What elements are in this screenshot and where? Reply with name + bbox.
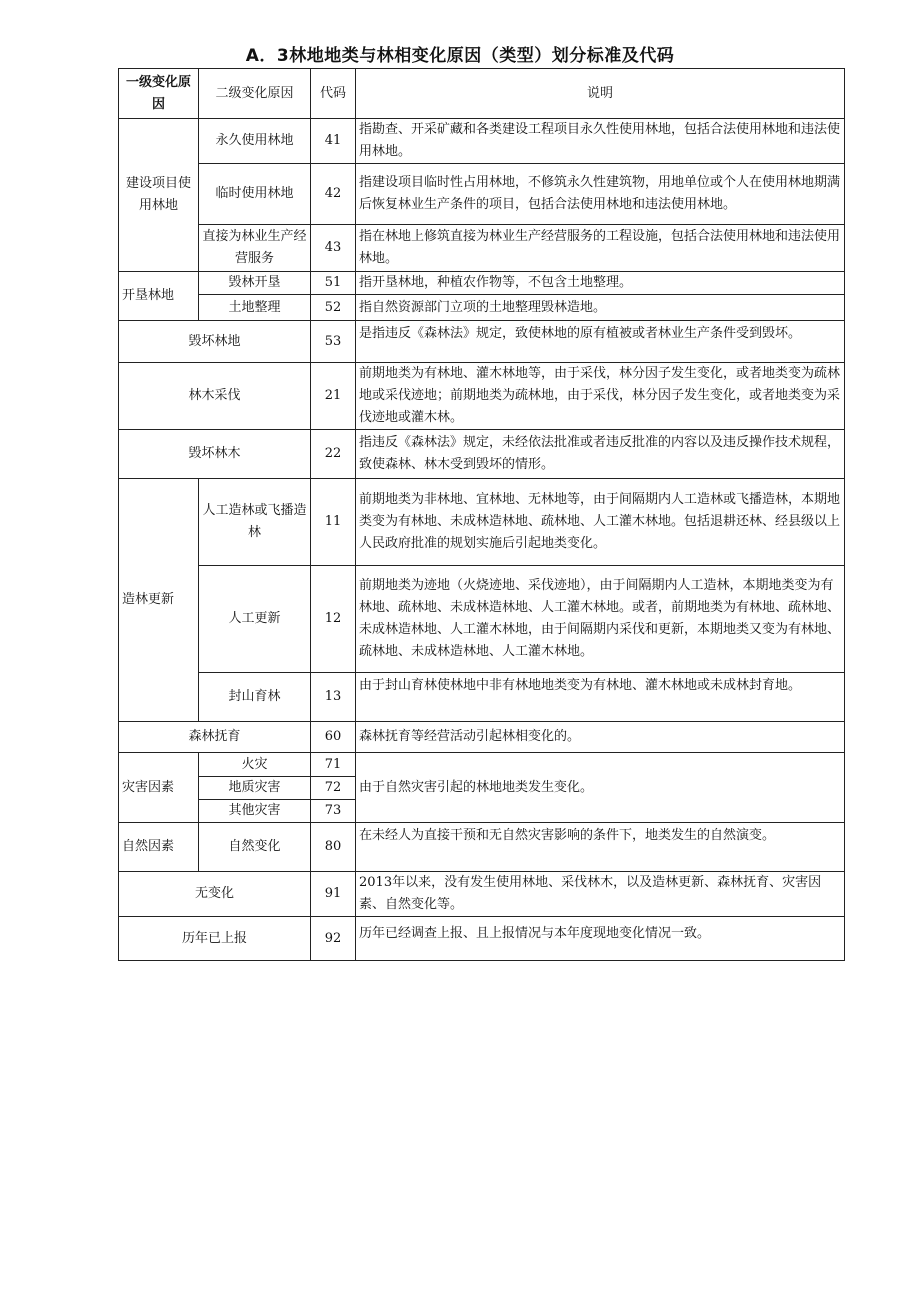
code-cell: 41 xyxy=(311,119,356,164)
code-cell: 21 xyxy=(311,363,356,430)
code-cell: 12 xyxy=(311,566,356,673)
table-row xyxy=(119,823,845,872)
level2-cell: 临时使用林地 xyxy=(199,164,311,225)
level1-cell: 造林更新 xyxy=(119,479,199,722)
desc-cell: 由于封山育林使林地中非有林地地类变为有林地、灌木林地或未成林封育地。 xyxy=(356,673,845,722)
level1-cell: 无变化 xyxy=(119,872,311,917)
level1-cell: 森林抚育 xyxy=(119,722,311,753)
table-row xyxy=(119,295,845,321)
table-row xyxy=(119,119,845,164)
desc-cell: 指违反《森林法》规定，未经依法批准或者违反批准的内容以及违反操作技术规程，致使森林、林木受到毁坏的情形。 xyxy=(356,430,845,479)
table-row xyxy=(119,917,845,961)
level1-cell: 灾害因素 xyxy=(119,753,199,823)
level1-cell: 自然因素 xyxy=(119,823,199,872)
table-row xyxy=(119,164,845,225)
level2-cell: 自然变化 xyxy=(199,823,311,872)
desc-cell: 2013年以来，没有发生使用林地、采伐林木，以及造林更新、森林抚育、灾害因素、自然变化等。 xyxy=(356,872,845,917)
code-cell: 53 xyxy=(311,321,356,363)
code-cell: 42 xyxy=(311,164,356,225)
level1-cell: 林木采伐 xyxy=(119,363,311,430)
table-row xyxy=(119,479,845,566)
desc-cell: 指在林地上修筑直接为林业生产经营服务的工程设施，包括合法使用林地和违法使用林地。 xyxy=(356,225,845,272)
level1-cell: 毁坏林地 xyxy=(119,321,311,363)
code-cell: 13 xyxy=(311,673,356,722)
code-cell: 92 xyxy=(311,917,356,961)
level2-cell: 土地整理 xyxy=(199,295,311,321)
code-cell: 11 xyxy=(311,479,356,566)
table-row xyxy=(119,430,845,479)
level2-cell: 地质灾害 xyxy=(199,777,311,800)
table-row xyxy=(119,566,845,673)
code-cell: 72 xyxy=(311,777,356,800)
table-row xyxy=(119,872,845,917)
level2-cell: 直接为林业生产经营服务 xyxy=(199,225,311,272)
table-row xyxy=(119,272,845,295)
desc-cell: 前期地类为迹地（火烧迹地、采伐迹地），由于间隔期内人工造林，本期地类变为有林地、疏林地、未成林造林地、人工灌木林地。或者，前期地类为有林地、疏林地、未成林造林地、人工灌木林地，由于间隔期内采伐和更新，本期地类又变为有林地、疏林地、未成林造林地、人工灌木林地。 xyxy=(356,566,845,673)
page-title: A．3林地地类与林相变化原因（类型）划分标准及代码 xyxy=(245,46,675,66)
desc-cell: 指开垦林地，种植农作物等，不包含土地整理。 xyxy=(356,272,845,295)
code-cell: 80 xyxy=(311,823,356,872)
desc-cell: 森林抚育等经营活动引起林相变化的。 xyxy=(356,722,845,753)
level1-cell: 开垦林地 xyxy=(119,272,199,321)
level2-cell: 人工造林或飞播造林 xyxy=(199,479,311,566)
level1-cell: 毁坏林木 xyxy=(119,430,311,479)
header-desc: 说明 xyxy=(356,69,845,119)
level2-cell: 人工更新 xyxy=(199,566,311,673)
desc-cell: 在未经人为直接干预和无自然灾害影响的条件下，地类发生的自然演变。 xyxy=(356,823,845,872)
level1-cell: 历年已上报 xyxy=(119,917,311,961)
desc-cell: 指自然资源部门立项的土地整理毁林造地。 xyxy=(356,295,845,321)
level2-cell: 永久使用林地 xyxy=(199,119,311,164)
code-cell: 71 xyxy=(311,753,356,777)
table-row xyxy=(119,753,845,777)
table-row xyxy=(119,225,845,272)
header-code: 代码 xyxy=(311,69,356,119)
table-row xyxy=(119,363,845,430)
code-cell: 22 xyxy=(311,430,356,479)
level2-cell: 火灾 xyxy=(199,753,311,777)
code-cell: 51 xyxy=(311,272,356,295)
code-cell: 60 xyxy=(311,722,356,753)
code-cell: 43 xyxy=(311,225,356,272)
classification-table xyxy=(118,68,845,961)
level2-cell: 封山育林 xyxy=(199,673,311,722)
code-cell: 91 xyxy=(311,872,356,917)
level2-cell: 毁林开垦 xyxy=(199,272,311,295)
desc-cell: 是指违反《森林法》规定，致使林地的原有植被或者林业生产条件受到毁坏。 xyxy=(356,321,845,363)
header-level2: 二级变化原因 xyxy=(199,69,311,119)
desc-cell: 指勘查、开采矿藏和各类建设工程项目永久性使用林地，包括合法使用林地和违法使用林地。 xyxy=(356,119,845,164)
header-level1: 一级变化原因 xyxy=(119,69,199,119)
level2-cell: 其他灾害 xyxy=(199,800,311,823)
desc-cell: 前期地类为非林地、宜林地、无林地等，由于间隔期内人工造林或飞播造林，本期地类变为有林地、未成林造林地、疏林地、人工灌木林地。包括退耕还林、经县级以上人民政府批准的规划实施后引起地类变化。 xyxy=(356,479,845,566)
code-cell: 52 xyxy=(311,295,356,321)
desc-cell: 历年已经调查上报、且上报情况与本年度现地变化情况一致。 xyxy=(356,917,845,961)
table-row xyxy=(119,321,845,363)
table-row xyxy=(119,673,845,722)
table-row xyxy=(119,722,845,753)
desc-cell: 指建设项目临时性占用林地，不修筑永久性建筑物，用地单位或个人在使用林地期满后恢复林业生产条件的项目，包括合法使用林地和违法使用林地。 xyxy=(356,164,845,225)
desc-cell: 前期地类为有林地、灌木林地等，由于采伐，林分因子发生变化，或者地类变为疏林地或采伐迹地；前期地类为疏林地，由于采伐，林分因子发生变化，或者地类变为采伐迹地或灌木林。 xyxy=(356,363,845,430)
level1-cell: 建设项目使用林地 xyxy=(119,119,199,272)
code-cell: 73 xyxy=(311,800,356,823)
table-header-row xyxy=(119,69,845,119)
desc-cell: 由于自然灾害引起的林地地类发生变化。 xyxy=(356,753,845,823)
